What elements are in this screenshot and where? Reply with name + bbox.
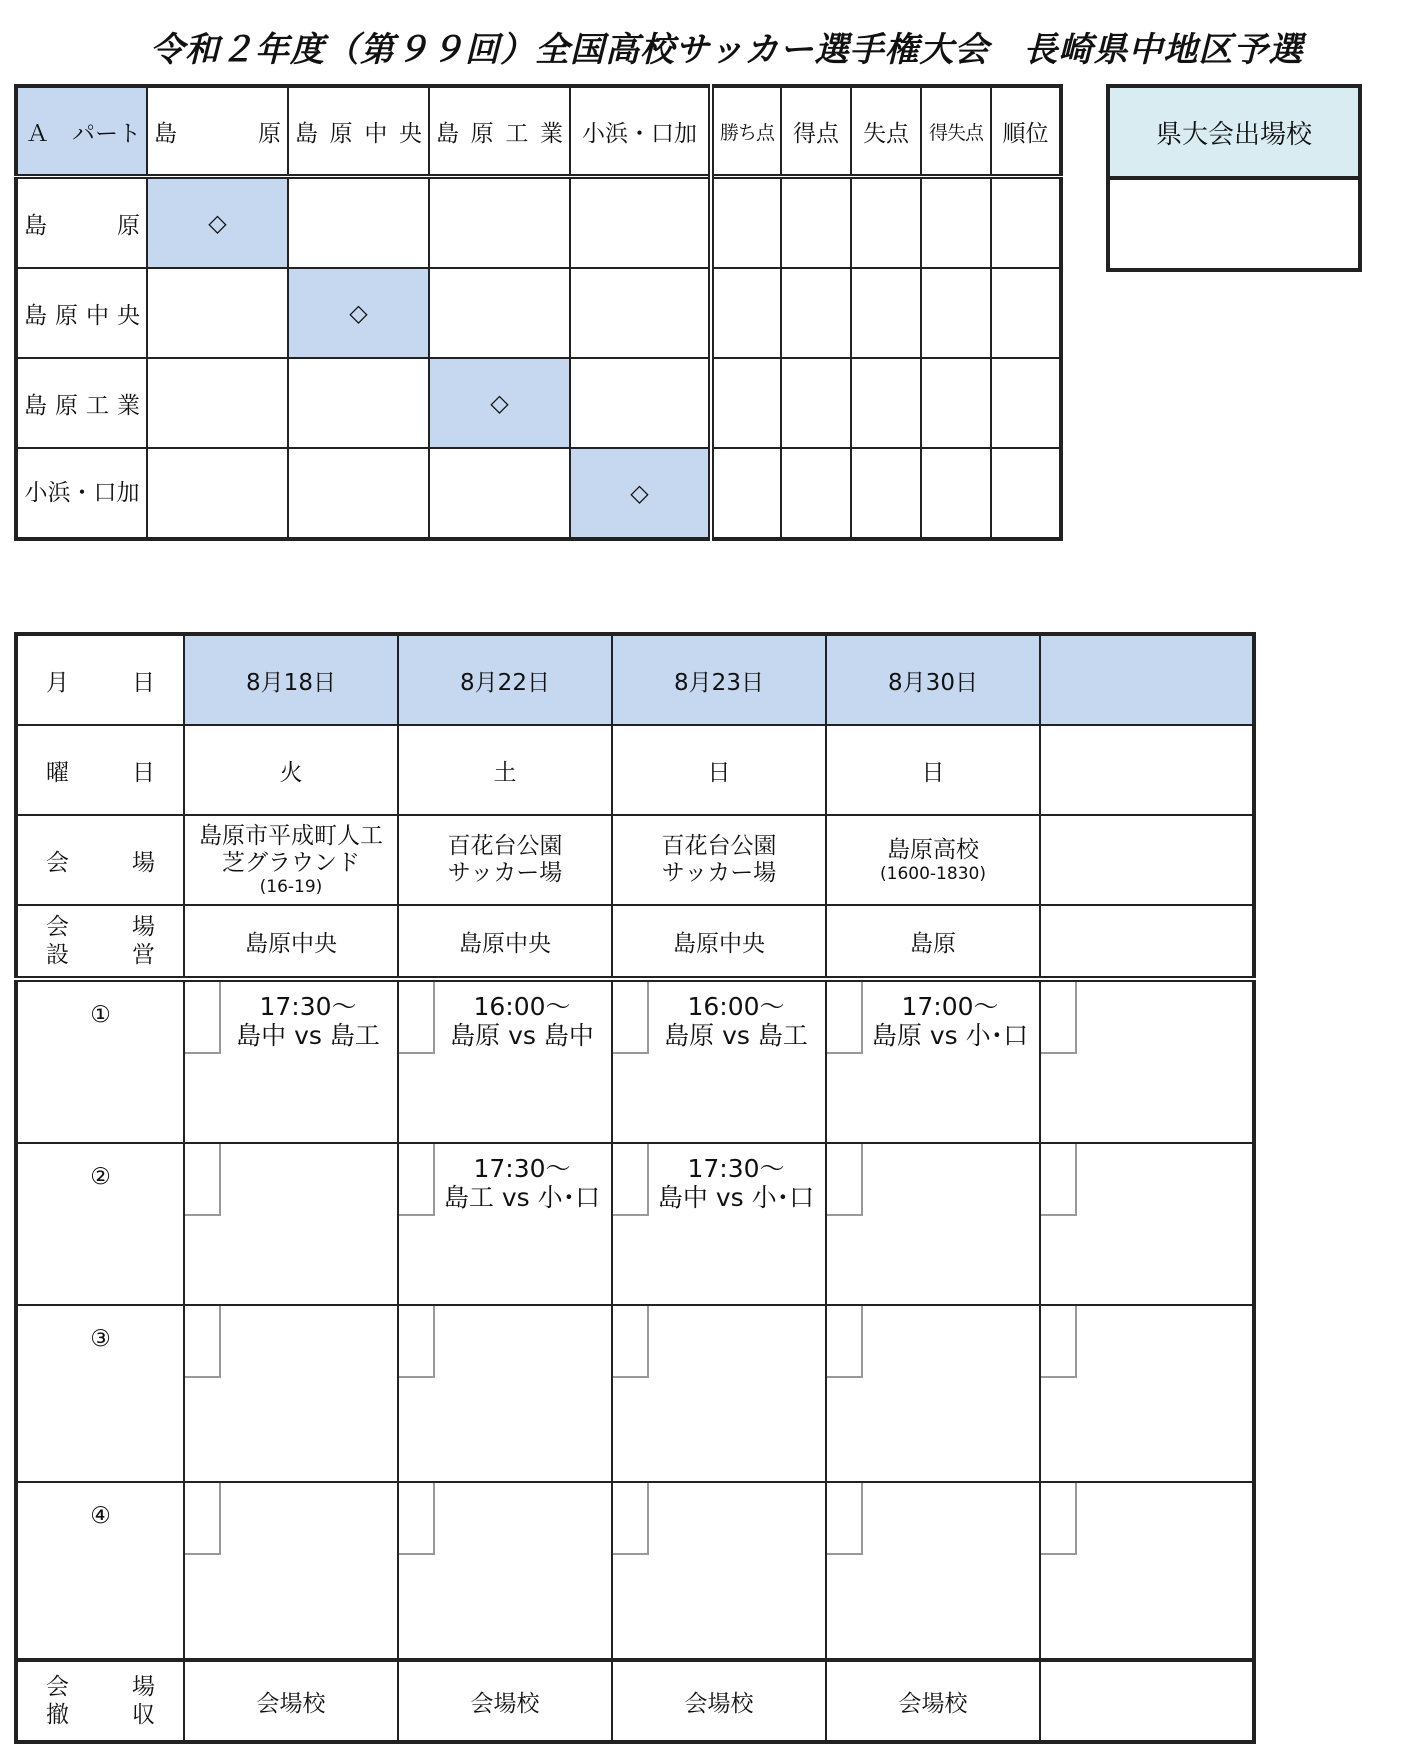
rank-cell[interactable]	[991, 268, 1061, 358]
match-time: 17:30～	[687, 1154, 785, 1183]
qualifier-value[interactable]	[1108, 178, 1360, 270]
title-sub: 長崎県中地区予選	[1023, 30, 1304, 70]
match-cell[interactable]	[184, 1305, 398, 1482]
match-cell[interactable]	[398, 1143, 612, 1305]
date-cell	[1040, 634, 1254, 725]
label-weekday: 曜 日	[16, 725, 184, 815]
weekday-cell	[1040, 725, 1254, 815]
match-number: ③	[16, 1305, 184, 1482]
points-cell[interactable]	[711, 177, 781, 269]
match-number: ④	[16, 1482, 184, 1660]
goals-against-cell[interactable]	[851, 177, 921, 269]
col-points: 勝ち点	[711, 86, 781, 177]
goals-for-cell[interactable]	[781, 268, 851, 358]
goals-for-cell[interactable]	[781, 177, 851, 269]
setup-cell: 島原中央	[398, 905, 612, 979]
match-teams: 島中 vs 小･口	[657, 1183, 815, 1212]
match-time: 17:00～	[901, 992, 999, 1021]
date-cell: 8月22日	[398, 634, 612, 725]
rank-cell[interactable]	[991, 358, 1061, 448]
match-row-4	[16, 1482, 1254, 1660]
venue-note: (1600-1830)	[880, 863, 986, 884]
match-row-2	[16, 1143, 1254, 1305]
match-cell[interactable]	[398, 979, 612, 1143]
match-cell[interactable]	[612, 1143, 826, 1305]
result-cell[interactable]	[288, 358, 429, 448]
date-cell: 8月18日	[184, 634, 398, 725]
title-main: 令和２年度（第９９回）全国高校サッカー選手権大会	[150, 30, 990, 70]
part-label: Ａ パート	[16, 86, 147, 177]
match-cell[interactable]	[612, 1305, 826, 1482]
col-team-3: 島 原 工 業	[429, 86, 570, 177]
label-setup-1: 会 場	[46, 914, 175, 940]
venue-row	[16, 815, 1254, 905]
match-cell[interactable]	[612, 1482, 826, 1660]
result-cell[interactable]	[570, 177, 711, 269]
venue-cell	[612, 815, 826, 905]
date-cell: 8月23日	[612, 634, 826, 725]
points-cell[interactable]	[711, 268, 781, 358]
qualifier-box	[1106, 84, 1362, 272]
venue-name: 島原高校	[887, 836, 979, 863]
weekday-cell: 日	[826, 725, 1040, 815]
match-cell[interactable]	[1040, 1482, 1254, 1660]
rank-cell[interactable]	[991, 448, 1061, 539]
setup-cell: 島原	[826, 905, 1040, 979]
col-team-1: 島 原	[147, 86, 288, 177]
goals-against-cell[interactable]	[851, 448, 921, 539]
page-title	[150, 22, 1420, 78]
match-cell[interactable]	[184, 979, 398, 1143]
setup-cell	[1040, 905, 1254, 979]
goals-for-cell[interactable]	[781, 358, 851, 448]
label-date: 月 日	[16, 634, 184, 725]
close-row	[16, 1660, 1254, 1742]
row-team-1: 島 原	[16, 177, 147, 269]
goal-diff-cell[interactable]	[921, 268, 991, 358]
close-cell: 会場校	[612, 1660, 826, 1742]
result-cell[interactable]	[570, 268, 711, 358]
diagonal-mark: ◇	[288, 268, 429, 358]
match-cell[interactable]	[1040, 1143, 1254, 1305]
setup-cell: 島原中央	[184, 905, 398, 979]
league-row	[16, 448, 1061, 539]
close-cell: 会場校	[398, 1660, 612, 1742]
venue-name: 島原市平成町人工芝グラウンド	[199, 823, 383, 876]
label-setup	[16, 905, 184, 979]
row-team-4: 小浜・口加	[16, 448, 147, 539]
col-rank: 順位	[991, 86, 1061, 177]
col-goal-diff: 得失点	[921, 86, 991, 177]
match-cell[interactable]	[1040, 979, 1254, 1143]
match-teams: 島工 vs 小･口	[443, 1183, 601, 1212]
venue-cell	[398, 815, 612, 905]
venue-cell	[1040, 815, 1254, 905]
match-teams: 島原 vs 小･口	[871, 1021, 1029, 1050]
match-cell[interactable]	[398, 1305, 612, 1482]
match-time: 16:00～	[687, 992, 785, 1021]
rank-cell[interactable]	[991, 177, 1061, 269]
col-team-2: 島 原 中 央	[288, 86, 429, 177]
goal-diff-cell[interactable]	[921, 177, 991, 269]
result-cell[interactable]	[288, 448, 429, 539]
match-cell[interactable]	[612, 979, 826, 1143]
result-cell[interactable]	[429, 268, 570, 358]
points-cell[interactable]	[711, 358, 781, 448]
goal-diff-cell[interactable]	[921, 358, 991, 448]
diagonal-mark: ◇	[147, 177, 288, 269]
label-close-1: 会 場	[46, 1674, 175, 1700]
label-setup-2: 設 営	[46, 942, 175, 968]
league-row	[16, 177, 1061, 269]
col-team-4: 小浜・口加	[570, 86, 711, 177]
diagonal-mark: ◇	[570, 448, 711, 539]
venue-name: 百花台公園サッカー場	[447, 833, 563, 886]
match-row-3	[16, 1305, 1254, 1482]
league-row	[16, 358, 1061, 448]
weekday-cell: 火	[184, 725, 398, 815]
close-cell: 会場校	[184, 1660, 398, 1742]
qualifier-header: 県大会出場校	[1108, 86, 1360, 178]
schedule-table	[14, 632, 1256, 1744]
match-row-1	[16, 979, 1254, 1143]
weekday-cell: 日	[612, 725, 826, 815]
match-number: ①	[16, 979, 184, 1143]
result-cell[interactable]	[147, 448, 288, 539]
goals-against-cell[interactable]	[851, 268, 921, 358]
row-team-3: 島原工業	[16, 358, 147, 448]
match-teams: 島原 vs 島工	[664, 1021, 808, 1050]
setup-row	[16, 905, 1254, 979]
weekday-row	[16, 725, 1254, 815]
setup-cell: 島原中央	[612, 905, 826, 979]
league-table	[14, 84, 1063, 541]
date-row	[16, 634, 1254, 725]
match-time: 16:00～	[473, 992, 571, 1021]
match-cell[interactable]	[184, 1143, 398, 1305]
result-cell[interactable]	[147, 358, 288, 448]
match-cell[interactable]	[1040, 1305, 1254, 1482]
match-time: 17:30～	[259, 992, 357, 1021]
match-cell[interactable]	[826, 1305, 1040, 1482]
result-cell[interactable]	[429, 177, 570, 269]
league-row	[16, 268, 1061, 358]
venue-cell	[184, 815, 398, 905]
venue-cell	[826, 815, 1040, 905]
match-teams: 島原 vs 島中	[450, 1021, 594, 1050]
venue-note: (16-19)	[259, 877, 323, 897]
match-cell[interactable]	[826, 1143, 1040, 1305]
venue-name: 百花台公園サッカー場	[661, 833, 777, 886]
result-cell[interactable]	[147, 268, 288, 358]
col-goals-for: 得点	[781, 86, 851, 177]
row-team-2: 島原中央	[16, 268, 147, 358]
match-teams: 島中 vs 島工	[236, 1021, 380, 1050]
label-close-2: 撤 収	[46, 1702, 175, 1728]
diagonal-mark: ◇	[429, 358, 570, 448]
weekday-cell: 土	[398, 725, 612, 815]
match-number: ②	[16, 1143, 184, 1305]
label-close	[16, 1660, 184, 1742]
close-cell	[1040, 1660, 1254, 1742]
goal-diff-cell[interactable]	[921, 448, 991, 539]
match-cell[interactable]	[184, 1482, 398, 1660]
result-cell[interactable]	[288, 177, 429, 269]
result-cell[interactable]	[429, 448, 570, 539]
goals-for-cell[interactable]	[781, 448, 851, 539]
result-cell[interactable]	[570, 358, 711, 448]
match-time: 17:30～	[473, 1154, 571, 1183]
points-cell[interactable]	[711, 448, 781, 539]
match-cell[interactable]	[826, 1482, 1040, 1660]
goals-against-cell[interactable]	[851, 358, 921, 448]
date-cell: 8月30日	[826, 634, 1040, 725]
match-cell[interactable]	[398, 1482, 612, 1660]
match-cell[interactable]	[826, 979, 1040, 1143]
col-goals-against: 失点	[851, 86, 921, 177]
label-venue: 会 場	[16, 815, 184, 905]
close-cell: 会場校	[826, 1660, 1040, 1742]
